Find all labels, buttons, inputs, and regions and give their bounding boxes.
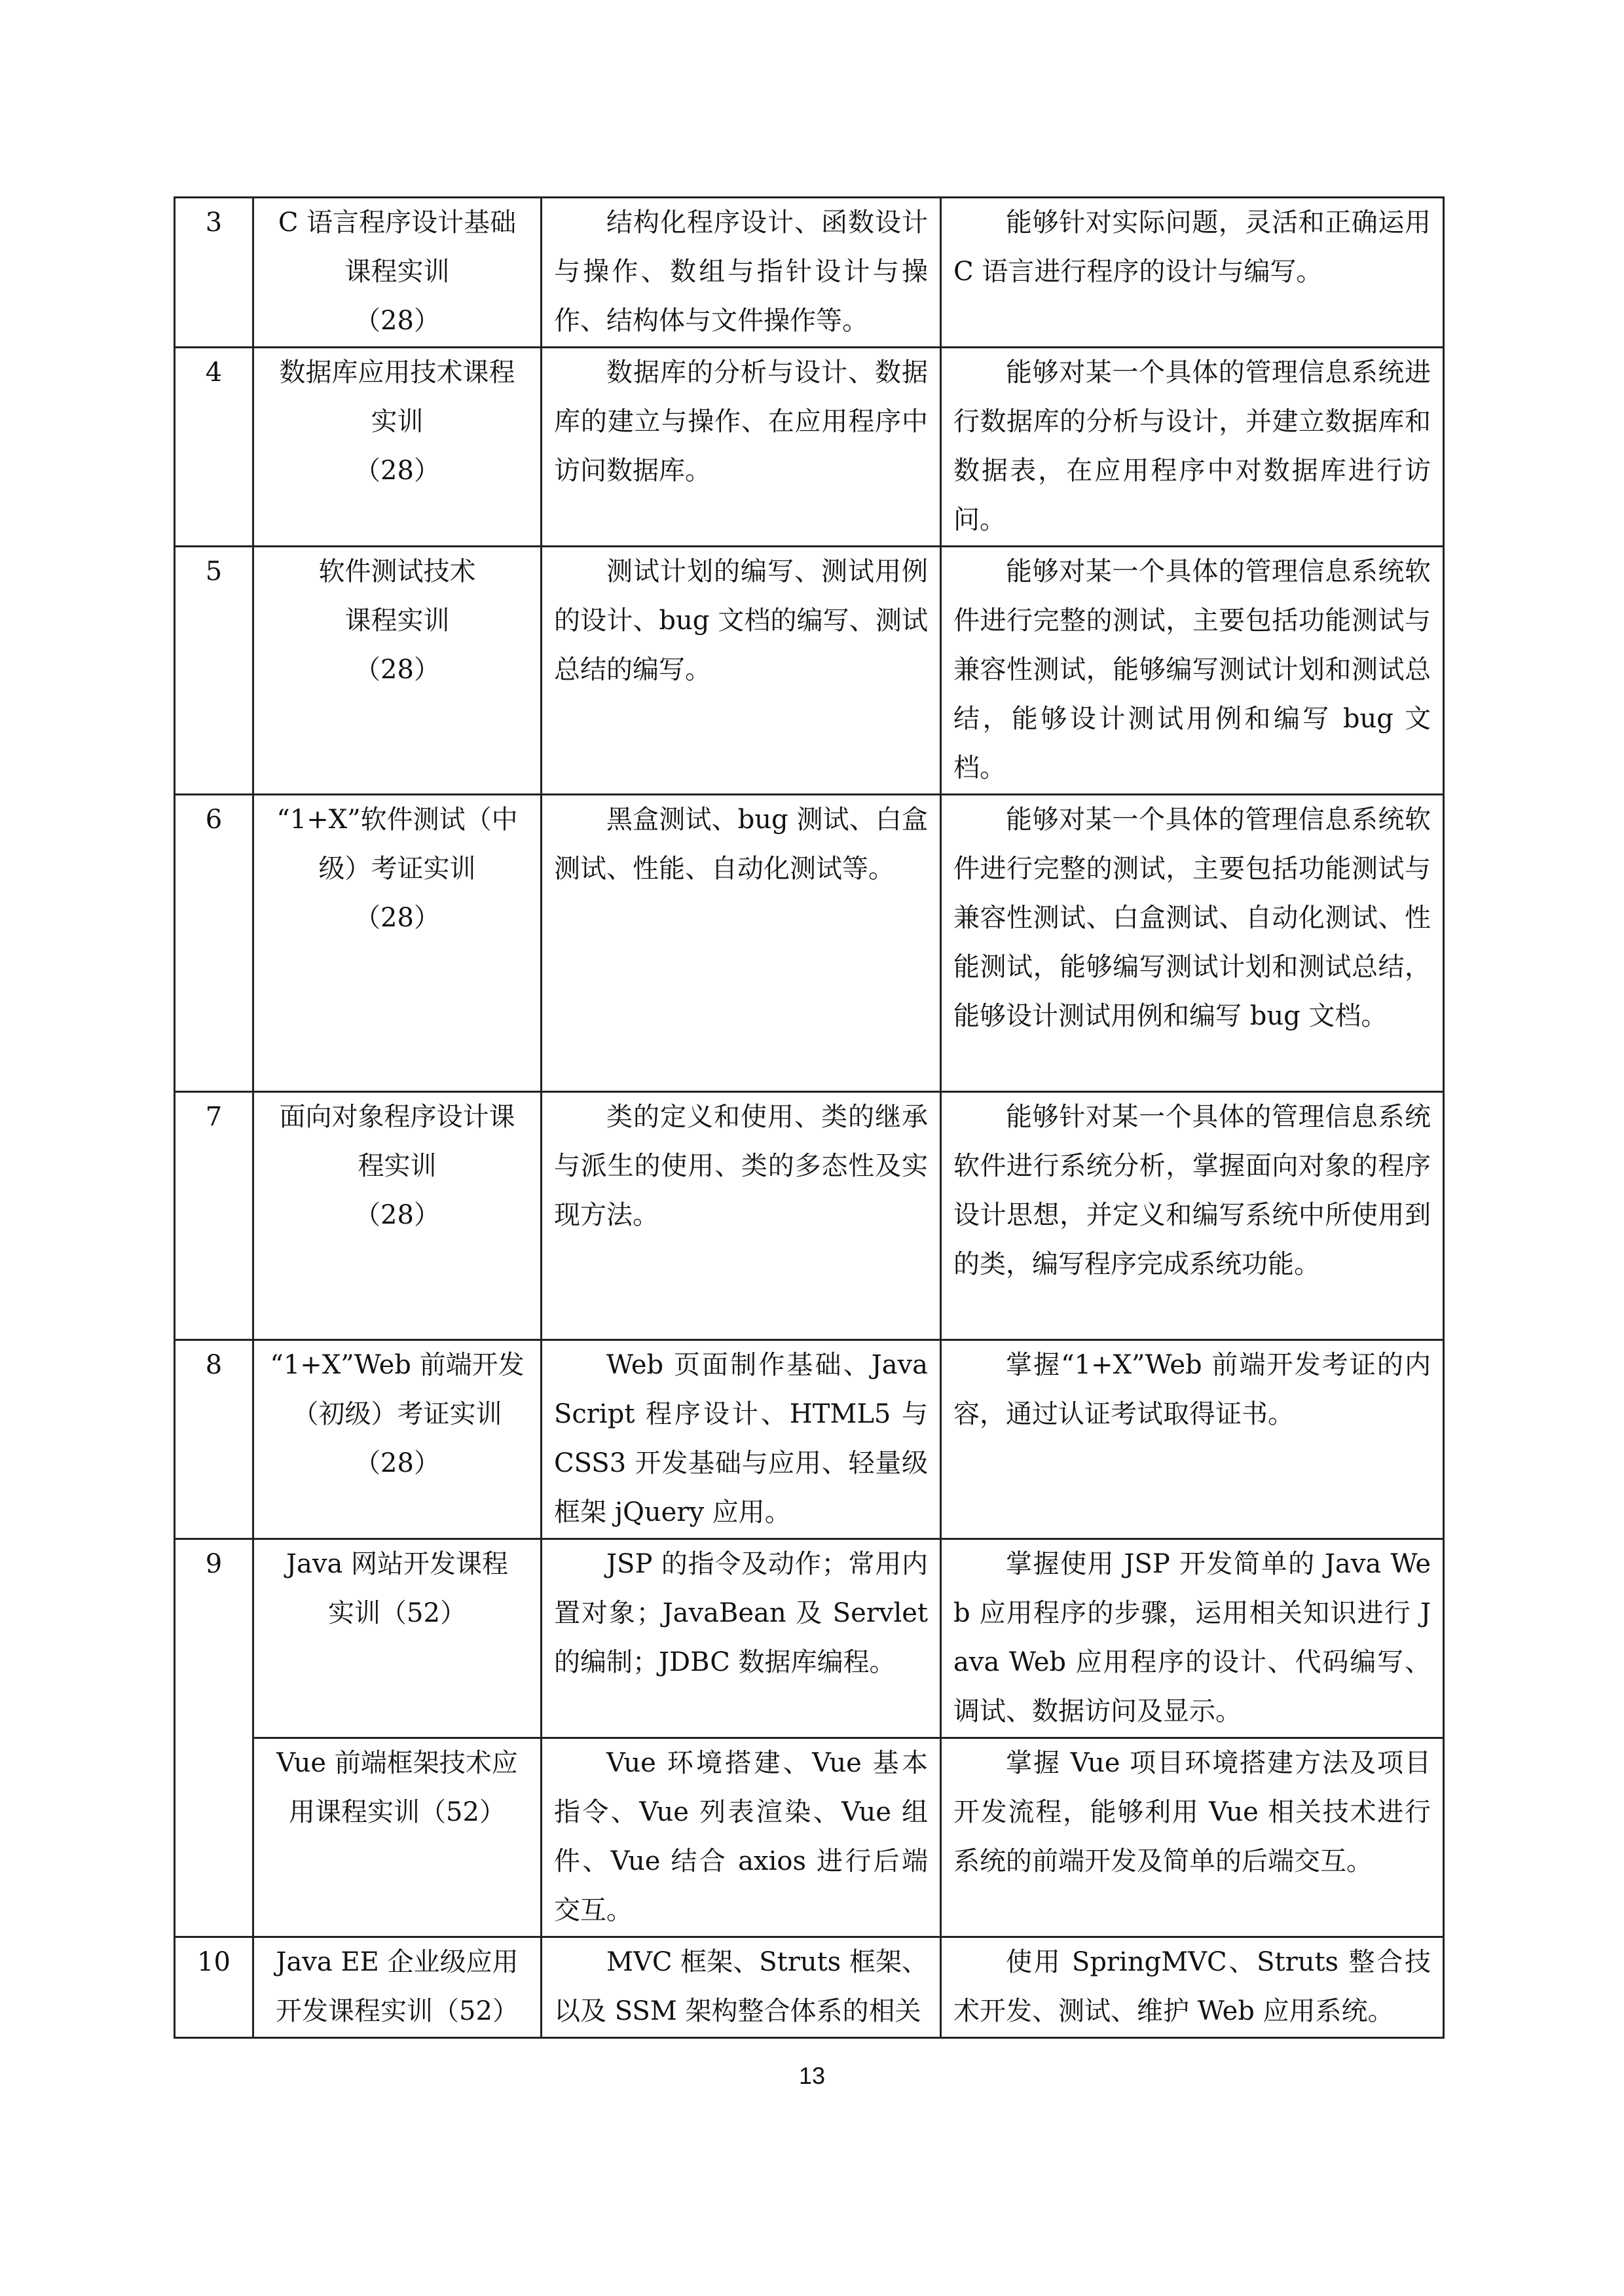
training-content: JSP 的指令及动作；常用内置对象；JavaBean 及 Servlet 的编制；JDBC 数据库编程。 [542, 1539, 941, 1738]
row-number: 3 [175, 198, 253, 348]
course-name: “1+X”Web 前端开发 （初级）考证实训 （28） [253, 1340, 542, 1539]
training-content: 测试计划的编写、测试用例的设计、bug 文档的编写、测试总结的编写。 [542, 547, 941, 795]
course-name: 数据库应用技术课程 实训 （28） [253, 348, 542, 547]
table-row [175, 1092, 1444, 1340]
course-name: 面向对象程序设计课 程实训 （28） [253, 1092, 542, 1340]
row-number: 6 [175, 795, 253, 1092]
training-courses-table [174, 196, 1445, 2039]
training-content: MVC 框架、Struts 框架、以及 SSM 架构整合体系的相关 [542, 1937, 941, 2038]
training-content: Web 页面制作基础、JavaScript 程序设计、HTML5 与 CSS3 开发基础与应用、轻量级框架 jQuery 应用。 [542, 1340, 941, 1539]
row-number: 10 [175, 1937, 253, 2038]
training-content: 数据库的分析与设计、数据库的建立与操作、在应用程序中访问数据库。 [542, 348, 941, 547]
course-name: “1+X”软件测试（中 级）考证实训 （28） [253, 795, 542, 1092]
training-content: 类的定义和使用、类的继承与派生的使用、类的多态性及实现方法。 [542, 1092, 941, 1340]
row-number: 9 [175, 1539, 253, 1937]
training-requirement: 能够对某一个具体的管理信息系统软件进行完整的测试，主要包括功能测试与兼容性测试、白盒测试、自动化测试、性能测试，能够编写测试计划和测试总结，能够设计测试用例和编写 bug 文档。 [941, 795, 1444, 1092]
training-requirement: 能够针对实际问题，灵活和正确运用 C 语言进行程序的设计与编写。 [941, 198, 1444, 348]
row-number: 8 [175, 1340, 253, 1539]
training-content: Vue 环境搭建、Vue 基本指令、Vue 列表渲染、Vue 组件、Vue 结合 axios 进行后端交互。 [542, 1738, 941, 1937]
course-name: 软件测试技术 课程实训 （28） [253, 547, 542, 795]
table-row [175, 1539, 1444, 1738]
course-name: Java 网站开发课程 实训（52） [253, 1539, 542, 1738]
training-requirement: 能够针对某一个具体的管理信息系统软件进行系统分析，掌握面向对象的程序设计思想，并定义和编写系统中所使用到的类，编写程序完成系统功能。 [941, 1092, 1444, 1340]
row-number: 7 [175, 1092, 253, 1340]
training-content: 黑盒测试、bug 测试、白盒测试、性能、自动化测试等。 [542, 795, 941, 1092]
table-row [175, 348, 1444, 547]
table-row [175, 1937, 1444, 2038]
training-requirement: 掌握 Vue 项目环境搭建方法及项目开发流程，能够利用 Vue 相关技术进行系统的前端开发及简单的后端交互。 [941, 1738, 1444, 1937]
page-number: 13 [798, 2062, 826, 2089]
training-content: 结构化程序设计、函数设计与操作、数组与指针设计与操作、结构体与文件操作等。 [542, 198, 941, 348]
table-row [175, 1340, 1444, 1539]
training-requirement: 掌握“1+X”Web 前端开发考证的内容，通过认证考试取得证书。 [941, 1340, 1444, 1539]
course-name: C 语言程序设计基础 课程实训 （28） [253, 198, 542, 348]
training-requirement: 使用 SpringMVC、Struts 整合技术开发、测试、维护 Web 应用系统。 [941, 1937, 1444, 2038]
course-name: Vue 前端框架技术应 用课程实训（52） [253, 1738, 542, 1937]
training-requirement: 能够对某一个具体的管理信息系统进行数据库的分析与设计，并建立数据库和数据表，在应用程序中对数据库进行访问。 [941, 348, 1444, 547]
training-requirement: 掌握使用 JSP 开发简单的 Java Web 应用程序的步骤，运用相关知识进行 Java Web 应用程序的设计、代码编写、调试、数据访问及显示。 [941, 1539, 1444, 1738]
row-number: 4 [175, 348, 253, 547]
course-name: Java EE 企业级应用 开发课程实训（52） [253, 1937, 542, 2038]
training-requirement: 能够对某一个具体的管理信息系统软件进行完整的测试，主要包括功能测试与兼容性测试，能够编写测试计划和测试总结，能够设计测试用例和编写 bug 文档。 [941, 547, 1444, 795]
row-number: 5 [175, 547, 253, 795]
table-row [175, 198, 1444, 348]
table-row [175, 547, 1444, 795]
table-row [175, 1738, 1444, 1937]
table-row [175, 795, 1444, 1092]
